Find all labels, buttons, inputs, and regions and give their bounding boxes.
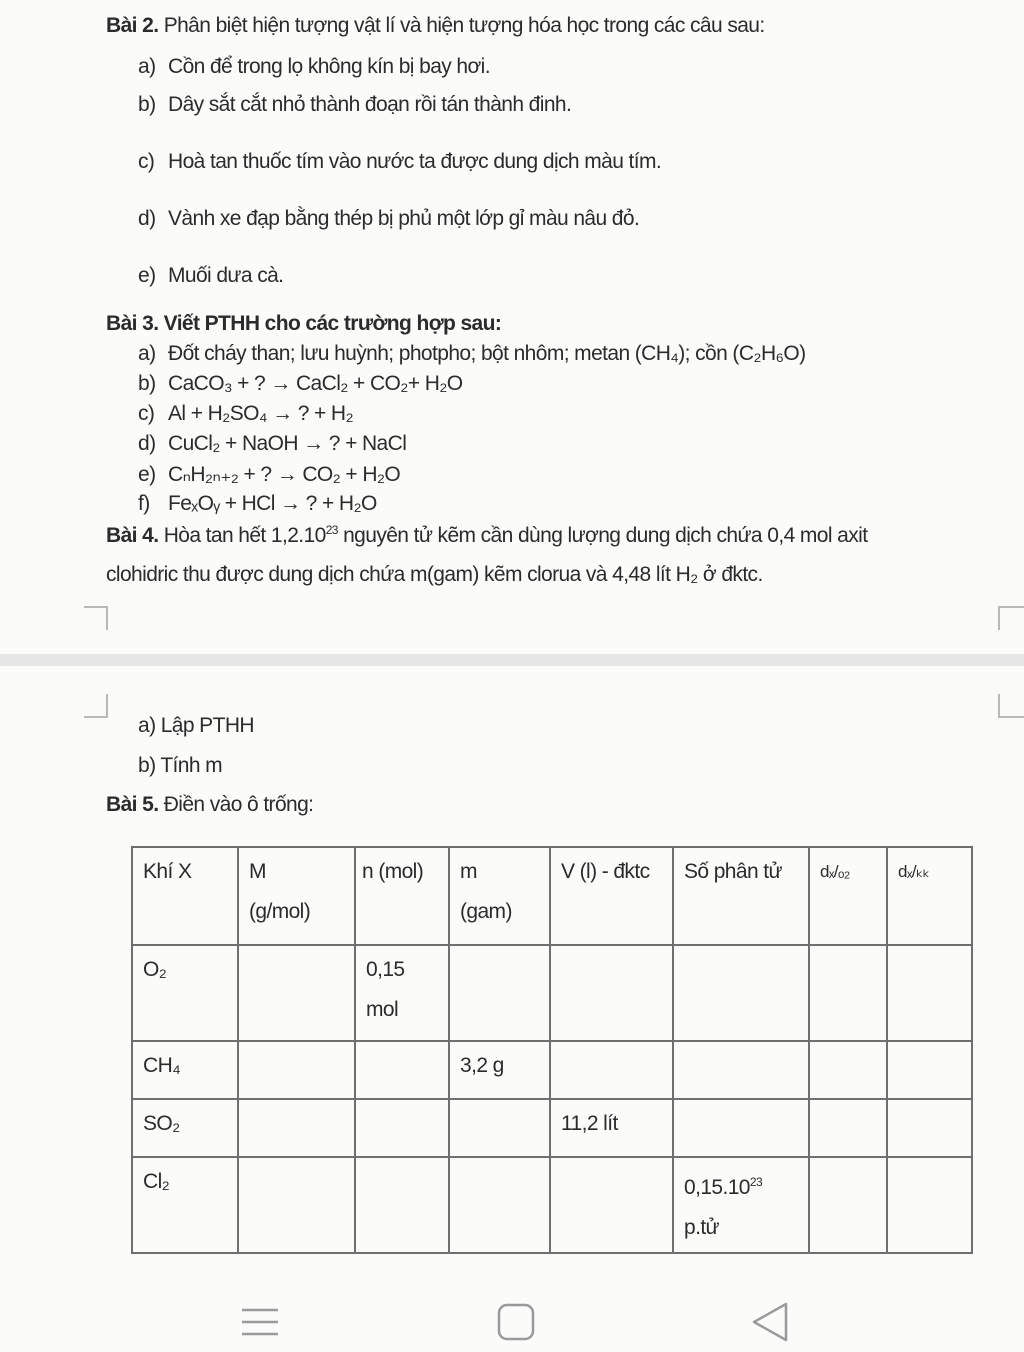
table-cell[interactable] xyxy=(355,1099,449,1157)
table-cell[interactable] xyxy=(238,1099,355,1157)
gas-data-table xyxy=(131,846,973,1254)
exercise-3-item-f: f) FeₓOᵧ + HCl → ? + H₂O xyxy=(138,492,377,515)
table-row xyxy=(132,1157,972,1253)
exercise-4-item-a: a) Lập PTHH xyxy=(138,714,254,737)
table-cell[interactable] xyxy=(550,1041,673,1099)
exercise-4-item-b: b) Tính m xyxy=(138,754,223,777)
table-cell[interactable] xyxy=(887,1041,972,1099)
table-row xyxy=(132,1041,972,1099)
exercise-2-item-d: d) Vành xe đạp bằng thép bị phủ một lớp gỉ màu nâu đỏ. xyxy=(138,207,640,230)
table-cell: 0,15.10$^{23}$ p.tử xyxy=(673,1157,809,1253)
table-cell[interactable] xyxy=(809,945,887,1041)
page-break xyxy=(0,654,1024,666)
table-cell[interactable] xyxy=(887,1157,972,1253)
gas-cell: Cl₂ xyxy=(132,1157,238,1253)
exercise-3-item-c: c) Al + H₂SO₄ → ? + H₂ xyxy=(138,402,354,425)
table-header-row xyxy=(132,847,972,945)
exercise-5-heading: Bài 5. Điền vào ô trống: xyxy=(106,793,314,816)
exercise-3-item-e: e) CₙH₂ₙ₊₂ + ? → CO₂ + H₂O xyxy=(138,463,401,486)
header-cell: dₓ/ₒ₂ xyxy=(809,847,887,945)
table-cell[interactable] xyxy=(449,1157,550,1253)
header-cell: V (l) - đktc xyxy=(550,847,673,945)
table-cell[interactable] xyxy=(355,1157,449,1253)
gas-cell: O₂ xyxy=(132,945,238,1041)
exercise-2-item-b: b) Dây sắt cắt nhỏ thành đoạn rồi tán thành đinh. xyxy=(138,93,572,116)
gas-cell: SO₂ xyxy=(132,1099,238,1157)
header-cell: M (g/mol) xyxy=(238,847,355,945)
table-cell: 0,15 mol xyxy=(355,945,449,1041)
exercise-2-item-c: c) Hoà tan thuốc tím vào nước ta được dung dịch màu tím. xyxy=(138,150,662,173)
table-cell[interactable] xyxy=(238,1041,355,1099)
table-cell[interactable] xyxy=(449,945,550,1041)
exercise-3-title: Bài 3. Viết PTHH cho các trường hợp sau: xyxy=(106,312,502,335)
header-cell: n (mol) xyxy=(355,847,449,945)
table-cell[interactable] xyxy=(673,1041,809,1099)
table-cell[interactable] xyxy=(550,945,673,1041)
exercise-4-line-1: Bài 4. Hòa tan hết 1,2.10$^{23}$ nguyên tử kẽm cần dùng lượng dung dịch chứa 0,4 mol axit xyxy=(106,523,868,547)
exercise-2-item-e: e) Muối dưa cà. xyxy=(138,264,284,287)
exercise-3-item-a: a) Đốt cháy than; lưu huỳnh; photpho; bột nhôm; metan (CH₄); cồn (C₂H₆O) xyxy=(138,342,806,365)
table-cell[interactable] xyxy=(238,945,355,1041)
table-cell: 11,2 lít xyxy=(550,1099,673,1157)
page-corner-mark xyxy=(998,694,1024,718)
gas-cell: CH₄ xyxy=(132,1041,238,1099)
recent-apps-icon xyxy=(238,1300,282,1344)
page-corner-mark xyxy=(84,606,108,630)
back-icon xyxy=(748,1300,792,1344)
page-corner-mark xyxy=(998,606,1024,630)
table-cell[interactable] xyxy=(355,1041,449,1099)
back-button[interactable] xyxy=(748,1300,792,1344)
exercise-3-item-d: d) CuCl₂ + NaOH → ? + NaCl xyxy=(138,432,407,455)
recent-apps-button[interactable] xyxy=(238,1300,282,1344)
home-button[interactable] xyxy=(494,1300,538,1344)
table-cell[interactable] xyxy=(449,1099,550,1157)
page-corner-mark xyxy=(84,694,108,718)
table-cell[interactable] xyxy=(673,1099,809,1157)
table-cell[interactable] xyxy=(809,1157,887,1253)
header-cell: dₓ/ₖₖ xyxy=(887,847,972,945)
home-icon xyxy=(494,1300,538,1344)
table-cell[interactable] xyxy=(238,1157,355,1253)
table-cell[interactable] xyxy=(550,1157,673,1253)
table-cell[interactable] xyxy=(887,1099,972,1157)
exercise-4-line-2: clohidric thu được dung dịch chứa m(gam) kẽm clorua và 4,48 lít H₂ ở đktc. xyxy=(106,563,763,586)
header-cell: m (gam) xyxy=(449,847,550,945)
table-cell[interactable] xyxy=(809,1041,887,1099)
header-cell: Khí X xyxy=(132,847,238,945)
exercise-3-item-b: b) CaCO₃ + ? → CaCl₂ + CO₂+ H₂O xyxy=(138,372,463,395)
table-cell: 3,2 g xyxy=(449,1041,550,1099)
table-row xyxy=(132,945,972,1041)
exercise-2-prompt: Phân biệt hiện tượng vật lí và hiện tượng hóa học trong các câu sau: xyxy=(163,14,765,37)
navigation-bar xyxy=(0,1288,1024,1352)
exercise-2-item-a: a) Cồn để trong lọ không kín bị bay hơi. xyxy=(138,55,490,78)
exercise-2-heading xyxy=(106,14,765,38)
table-cell[interactable] xyxy=(673,945,809,1041)
table-row xyxy=(132,1099,972,1157)
exercise-2-title: Bài 2. xyxy=(106,14,159,37)
header-cell: Số phân tử xyxy=(673,847,809,945)
table-cell[interactable] xyxy=(887,945,972,1041)
table-cell[interactable] xyxy=(809,1099,887,1157)
